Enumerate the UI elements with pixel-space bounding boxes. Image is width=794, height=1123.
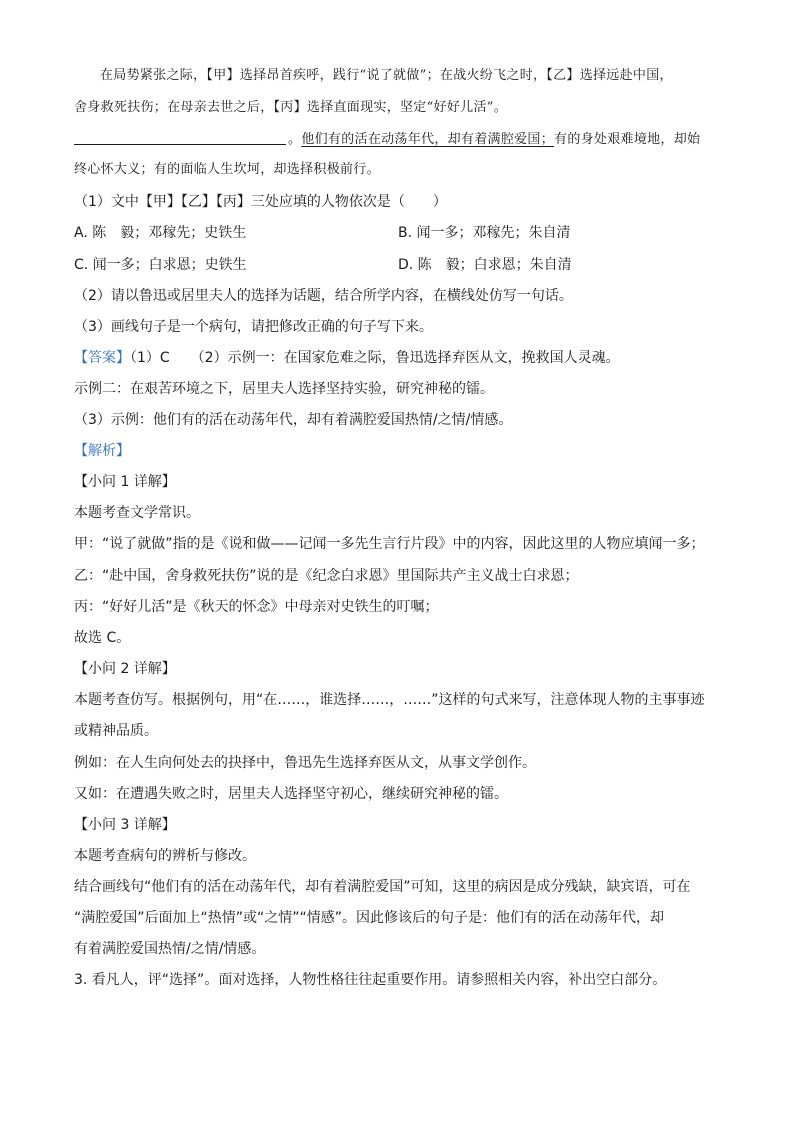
subquestion-3-line-3: “满腔爱国”后面加上“热情”或“之情”“情感”。因此修该后的句子是：他们有的活在动荡年代，却 bbox=[74, 910, 665, 926]
subquestion-1-line-2: 甲：“说了就做”指的是《说和做——记闻一多先生言行片段》中的内容，因此这里的人物应填闻一多； bbox=[74, 536, 705, 552]
underlined-sentence: 他们有的活在动荡年代，却有着满腔爱国； bbox=[301, 132, 555, 147]
next-question: 3. 看凡人，评“选择”。面对选择，人物性格往往起重要作用。请参照相关内容，补出空白部分。 bbox=[74, 972, 667, 988]
subquestion-1-line-4: 丙：“好好儿活”是《秋天的怀念》中母亲对史铁生的叮嘱； bbox=[74, 599, 439, 615]
option-b: B. 闻一多；邓稼先；朱自清 bbox=[398, 225, 571, 241]
answer-line-1-text: （1）C （2）示例一：在国家危难之际，鲁迅选择弃医从文，挽救国人灵魂。 bbox=[130, 350, 620, 366]
answer-line-1 bbox=[74, 348, 724, 368]
subquestion-2-line-1: 本题考查仿写。根据例句，用“在……，谁选择……，……”这样的句式来写，注意体现人物的主事事迹 bbox=[74, 692, 705, 708]
answer-line-2: 示例二：在艰苦环境之下，居里夫人选择坚持实验，研究神秘的镭。 bbox=[74, 381, 494, 397]
subquestion-1-header: 【小问 1 详解】 bbox=[74, 474, 176, 490]
subquestion-2-header: 【小问 2 详解】 bbox=[74, 661, 176, 677]
question-2: （2）请以鲁迅或居里夫人的选择为话题，结合所学内容，在横线处仿写一句话。 bbox=[74, 288, 573, 304]
subquestion-2-line-3: 例如：在人生向何处去的抉择中，鲁迅先生选择弃医从文，从事文学创作。 bbox=[74, 755, 536, 771]
subquestion-3-line-4: 有着满腔爱国热情/之情/情感。 bbox=[74, 941, 266, 957]
subquestion-1-line-3: 乙：“赴中国，舍身救死扶伤”说的是《纪念白求恩》里国际共产主义战士白求恩； bbox=[74, 568, 579, 584]
passage-line-2: 舍身救死扶伤；在母亲去世之后，【丙】选择直面现实，坚定“好好儿活”。 bbox=[74, 100, 507, 115]
answer-line-3: （3）示例：他们有的活在动荡年代，却有着满腔爱国热情/之情/情感。 bbox=[74, 412, 513, 428]
passage-line-3: 。他们有的活在动荡年代，却有着满腔爱国；有的身处艰难境地，却始 bbox=[74, 130, 724, 150]
subquestion-2-line-4: 又如：在遭遇失败之时，居里夫人选择坚守初心，继续研究神秘的镭。 bbox=[74, 786, 508, 802]
passage-line-1: 在局势紧张之际，【甲】选择昂首疾呼，践行“说了就做”；在战火纷飞之时，【乙】选择远赴中国， bbox=[100, 68, 673, 83]
subquestion-3-line-1: 本题考查病句的辨析与修改。 bbox=[74, 848, 256, 864]
question-1: （1）文中【甲】【乙】【丙】三处应填的人物依次是（ ） bbox=[74, 194, 447, 210]
subquestion-3-header: 【小问 3 详解】 bbox=[74, 817, 176, 833]
option-d: D. 陈 毅；白求恩；朱自清 bbox=[398, 257, 572, 273]
analysis-tag: 【解析】 bbox=[74, 443, 130, 459]
subquestion-2-line-2: 或精神品质。 bbox=[74, 723, 158, 739]
passage-line-4: 终心怀大义；有的面临人生坎坷，却选择积极前行。 bbox=[74, 162, 380, 177]
subquestion-1-line-5: 故选 C。 bbox=[74, 630, 131, 646]
fill-in-blank bbox=[74, 130, 286, 145]
question-3: （3）画线句子是一个病句，请把修改正确的句子写下来。 bbox=[74, 319, 433, 335]
option-c: C. 闻一多；白求恩；史铁生 bbox=[74, 257, 247, 273]
option-a: A. 陈 毅；邓稼先；史铁生 bbox=[74, 225, 247, 241]
subquestion-3-line-2: 结合画线句“他们有的活在动荡年代，却有着满腔爱国”可知，这里的病因是成分残缺，缺宾语，可在 bbox=[74, 879, 691, 895]
passage-line-3-rest: 有的身处艰难境地，却始 bbox=[554, 132, 701, 147]
subquestion-1-line-1: 本题考查文学常识。 bbox=[74, 505, 200, 521]
answer-tag: 【答案】 bbox=[74, 350, 130, 366]
